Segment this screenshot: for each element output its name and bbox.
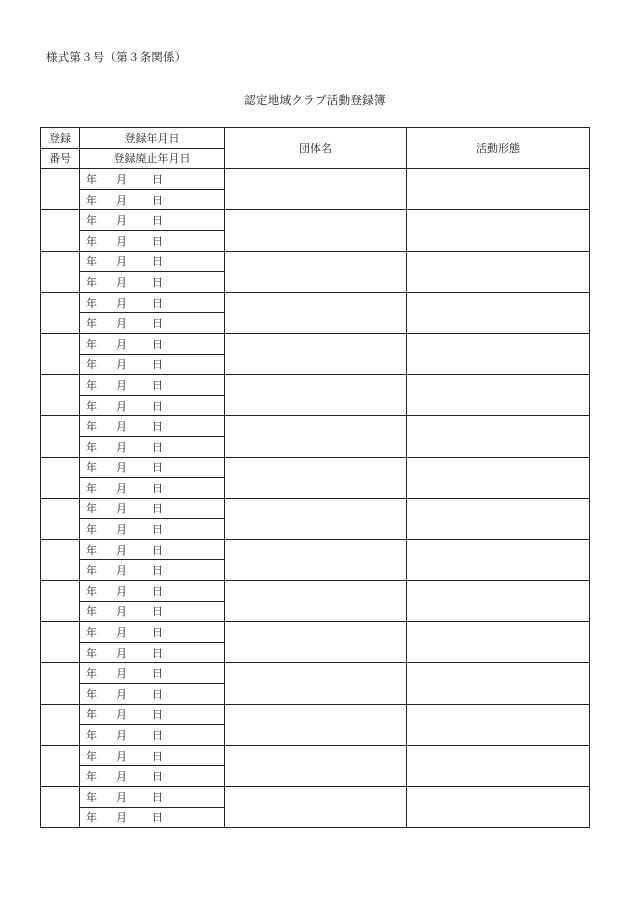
reg-no-cell[interactable] <box>41 704 80 745</box>
abolish-date-cell[interactable] <box>80 601 225 622</box>
month-unit: 月 <box>116 543 127 557</box>
year-unit: 年 <box>86 543 97 557</box>
group-name-cell[interactable] <box>225 457 407 498</box>
activity-form-cell[interactable] <box>407 333 590 374</box>
month-unit: 月 <box>116 687 127 701</box>
entry-row <box>41 787 590 808</box>
day-unit: 日 <box>152 255 163 269</box>
reg-no-cell[interactable] <box>41 210 80 251</box>
header-reg-no-line1: 登録 <box>41 128 80 149</box>
group-name-cell[interactable] <box>225 787 407 828</box>
abolish-date-cell[interactable] <box>80 395 225 416</box>
day-unit: 日 <box>152 729 163 743</box>
year-unit: 年 <box>86 708 97 722</box>
reg-no-cell[interactable] <box>41 457 80 498</box>
group-name-cell[interactable] <box>225 375 407 416</box>
day-unit: 日 <box>152 770 163 784</box>
reg-date-cell[interactable] <box>80 210 225 231</box>
group-name-cell[interactable] <box>225 416 407 457</box>
day-unit: 日 <box>152 337 163 351</box>
group-name-cell[interactable] <box>225 498 407 539</box>
header-reg-no-line2: 番号 <box>41 148 80 169</box>
entry-row <box>41 745 590 766</box>
registry-entries <box>41 169 590 828</box>
day-unit: 日 <box>152 523 163 537</box>
year-unit: 年 <box>86 770 97 784</box>
year-unit: 年 <box>86 461 97 475</box>
day-unit: 日 <box>152 214 163 228</box>
month-unit: 月 <box>116 440 127 454</box>
day-unit: 日 <box>152 811 163 825</box>
group-name-cell[interactable] <box>225 663 407 704</box>
day-unit: 日 <box>152 749 163 763</box>
entry-row <box>41 539 590 560</box>
activity-form-cell[interactable] <box>407 251 590 292</box>
year-unit: 年 <box>86 214 97 228</box>
reg-no-cell[interactable] <box>41 292 80 333</box>
activity-form-cell[interactable] <box>407 704 590 745</box>
year-unit: 年 <box>86 481 97 495</box>
reg-date-cell[interactable] <box>80 704 225 725</box>
activity-form-cell[interactable] <box>407 498 590 539</box>
entry-row <box>41 416 590 437</box>
reg-date-cell[interactable] <box>80 292 225 313</box>
month-unit: 月 <box>116 502 127 516</box>
reg-date-cell[interactable] <box>80 745 225 766</box>
month-unit: 月 <box>116 749 127 763</box>
month-unit: 月 <box>116 667 127 681</box>
day-unit: 日 <box>152 502 163 516</box>
month-unit: 月 <box>116 564 127 578</box>
year-unit: 年 <box>86 358 97 372</box>
activity-form-cell[interactable] <box>407 292 590 333</box>
year-unit: 年 <box>86 399 97 413</box>
month-unit: 月 <box>116 584 127 598</box>
year-unit: 年 <box>86 626 97 640</box>
year-unit: 年 <box>86 172 97 186</box>
day-unit: 日 <box>152 667 163 681</box>
day-unit: 日 <box>152 275 163 289</box>
reg-no-cell[interactable] <box>41 622 80 663</box>
reg-date-cell[interactable] <box>80 251 225 272</box>
day-unit: 日 <box>152 420 163 434</box>
year-unit: 年 <box>86 193 97 207</box>
entry-row <box>41 581 590 602</box>
reg-date-cell[interactable] <box>80 539 225 560</box>
abolish-date-cell[interactable] <box>80 560 225 581</box>
month-unit: 月 <box>116 337 127 351</box>
group-name-cell[interactable] <box>225 210 407 251</box>
activity-form-cell[interactable] <box>407 663 590 704</box>
activity-form-cell[interactable] <box>407 622 590 663</box>
month-unit: 月 <box>116 770 127 784</box>
reg-no-cell[interactable] <box>41 169 80 210</box>
month-unit: 月 <box>116 296 127 310</box>
day-unit: 日 <box>152 399 163 413</box>
group-name-cell[interactable] <box>225 292 407 333</box>
header-abolish-date: 登録廃止年月日 <box>80 148 225 169</box>
activity-form-cell[interactable] <box>407 745 590 786</box>
year-unit: 年 <box>86 255 97 269</box>
reg-date-cell[interactable] <box>80 375 225 396</box>
year-unit: 年 <box>86 502 97 516</box>
reg-date-cell[interactable] <box>80 581 225 602</box>
entry-row <box>41 704 590 725</box>
abolish-date-cell[interactable] <box>80 230 225 251</box>
abolish-date-cell[interactable] <box>80 766 225 787</box>
activity-form-cell[interactable] <box>407 169 590 210</box>
group-name-cell[interactable] <box>225 251 407 292</box>
day-unit: 日 <box>152 172 163 186</box>
year-unit: 年 <box>86 811 97 825</box>
day-unit: 日 <box>152 234 163 248</box>
month-unit: 月 <box>116 317 127 331</box>
month-unit: 月 <box>116 729 127 743</box>
entry-row <box>41 210 590 231</box>
day-unit: 日 <box>152 543 163 557</box>
year-unit: 年 <box>86 667 97 681</box>
year-unit: 年 <box>86 790 97 804</box>
entry-row <box>41 333 590 354</box>
reg-no-cell[interactable] <box>41 581 80 622</box>
reg-date-cell[interactable] <box>80 333 225 354</box>
reg-date-cell[interactable] <box>80 498 225 519</box>
month-unit: 月 <box>116 626 127 640</box>
header-reg-date: 登録年月日 <box>80 128 225 149</box>
entry-row <box>41 292 590 313</box>
month-unit: 月 <box>116 420 127 434</box>
activity-form-cell[interactable] <box>407 787 590 828</box>
abolish-date-cell[interactable] <box>80 189 225 210</box>
reg-date-cell[interactable] <box>80 787 225 808</box>
day-unit: 日 <box>152 296 163 310</box>
day-unit: 日 <box>152 358 163 372</box>
day-unit: 日 <box>152 790 163 804</box>
month-unit: 月 <box>116 255 127 269</box>
year-unit: 年 <box>86 646 97 660</box>
group-name-cell[interactable] <box>225 333 407 374</box>
month-unit: 月 <box>116 461 127 475</box>
abolish-date-cell[interactable] <box>80 807 225 828</box>
reg-no-cell[interactable] <box>41 416 80 457</box>
month-unit: 月 <box>116 646 127 660</box>
abolish-date-cell[interactable] <box>80 725 225 746</box>
abolish-date-cell[interactable] <box>80 313 225 334</box>
entry-row <box>41 457 590 478</box>
year-unit: 年 <box>86 523 97 537</box>
year-unit: 年 <box>86 378 97 392</box>
year-unit: 年 <box>86 234 97 248</box>
reg-date-cell[interactable] <box>80 663 225 684</box>
day-unit: 日 <box>152 378 163 392</box>
group-name-cell[interactable] <box>225 622 407 663</box>
activity-form-cell[interactable] <box>407 375 590 416</box>
month-unit: 月 <box>116 172 127 186</box>
abolish-date-cell[interactable] <box>80 642 225 663</box>
day-unit: 日 <box>152 584 163 598</box>
activity-form-cell[interactable] <box>407 416 590 457</box>
month-unit: 月 <box>116 378 127 392</box>
activity-form-cell[interactable] <box>407 210 590 251</box>
day-unit: 日 <box>152 626 163 640</box>
year-unit: 年 <box>86 584 97 598</box>
reg-no-cell[interactable] <box>41 251 80 292</box>
day-unit: 日 <box>152 646 163 660</box>
reg-no-cell[interactable] <box>41 375 80 416</box>
month-unit: 月 <box>116 790 127 804</box>
abolish-date-cell[interactable] <box>80 436 225 457</box>
abolish-date-cell[interactable] <box>80 354 225 375</box>
header-group-name: 団体名 <box>225 128 407 169</box>
day-unit: 日 <box>152 605 163 619</box>
day-unit: 日 <box>152 440 163 454</box>
reg-no-cell[interactable] <box>41 745 80 786</box>
year-unit: 年 <box>86 749 97 763</box>
entry-row <box>41 375 590 396</box>
year-unit: 年 <box>86 605 97 619</box>
month-unit: 月 <box>116 481 127 495</box>
month-unit: 月 <box>116 605 127 619</box>
year-unit: 年 <box>86 564 97 578</box>
month-unit: 月 <box>116 708 127 722</box>
reg-date-cell[interactable] <box>80 622 225 643</box>
year-unit: 年 <box>86 440 97 454</box>
reg-no-cell[interactable] <box>41 498 80 539</box>
entry-row <box>41 622 590 643</box>
month-unit: 月 <box>116 523 127 537</box>
day-unit: 日 <box>152 193 163 207</box>
month-unit: 月 <box>116 358 127 372</box>
month-unit: 月 <box>116 214 127 228</box>
reg-no-cell[interactable] <box>41 663 80 704</box>
day-unit: 日 <box>152 708 163 722</box>
activity-form-cell[interactable] <box>407 457 590 498</box>
abolish-date-cell[interactable] <box>80 478 225 499</box>
group-name-cell[interactable] <box>225 745 407 786</box>
abolish-date-cell[interactable] <box>80 519 225 540</box>
day-unit: 日 <box>152 461 163 475</box>
reg-no-cell[interactable] <box>41 539 80 580</box>
entry-row <box>41 169 590 190</box>
reg-date-cell[interactable] <box>80 416 225 437</box>
month-unit: 月 <box>116 275 127 289</box>
year-unit: 年 <box>86 296 97 310</box>
day-unit: 日 <box>152 687 163 701</box>
form-number-label: 様式第３号（第３条関係） <box>46 50 187 64</box>
year-unit: 年 <box>86 729 97 743</box>
activity-form-cell[interactable] <box>407 581 590 622</box>
year-unit: 年 <box>86 337 97 351</box>
month-unit: 月 <box>116 234 127 248</box>
year-unit: 年 <box>86 687 97 701</box>
entry-row <box>41 251 590 272</box>
year-unit: 年 <box>86 420 97 434</box>
year-unit: 年 <box>86 317 97 331</box>
entry-row <box>41 498 590 519</box>
abolish-date-cell[interactable] <box>80 684 225 705</box>
group-name-cell[interactable] <box>225 169 407 210</box>
reg-no-cell[interactable] <box>41 333 80 374</box>
registry-table-header <box>41 128 590 169</box>
group-name-cell[interactable] <box>225 539 407 580</box>
header-activity-form: 活動形態 <box>407 128 590 169</box>
month-unit: 月 <box>116 193 127 207</box>
document-title: 認定地域クラブ活動登録簿 <box>244 93 386 107</box>
reg-no-cell[interactable] <box>41 787 80 828</box>
activity-form-cell[interactable] <box>407 539 590 580</box>
entry-row <box>41 663 590 684</box>
reg-date-cell[interactable] <box>80 169 225 190</box>
month-unit: 月 <box>116 811 127 825</box>
reg-date-cell[interactable] <box>80 457 225 478</box>
group-name-cell[interactable] <box>225 704 407 745</box>
day-unit: 日 <box>152 481 163 495</box>
registry-table <box>40 127 590 828</box>
group-name-cell[interactable] <box>225 581 407 622</box>
day-unit: 日 <box>152 317 163 331</box>
abolish-date-cell[interactable] <box>80 272 225 293</box>
year-unit: 年 <box>86 275 97 289</box>
day-unit: 日 <box>152 564 163 578</box>
month-unit: 月 <box>116 399 127 413</box>
